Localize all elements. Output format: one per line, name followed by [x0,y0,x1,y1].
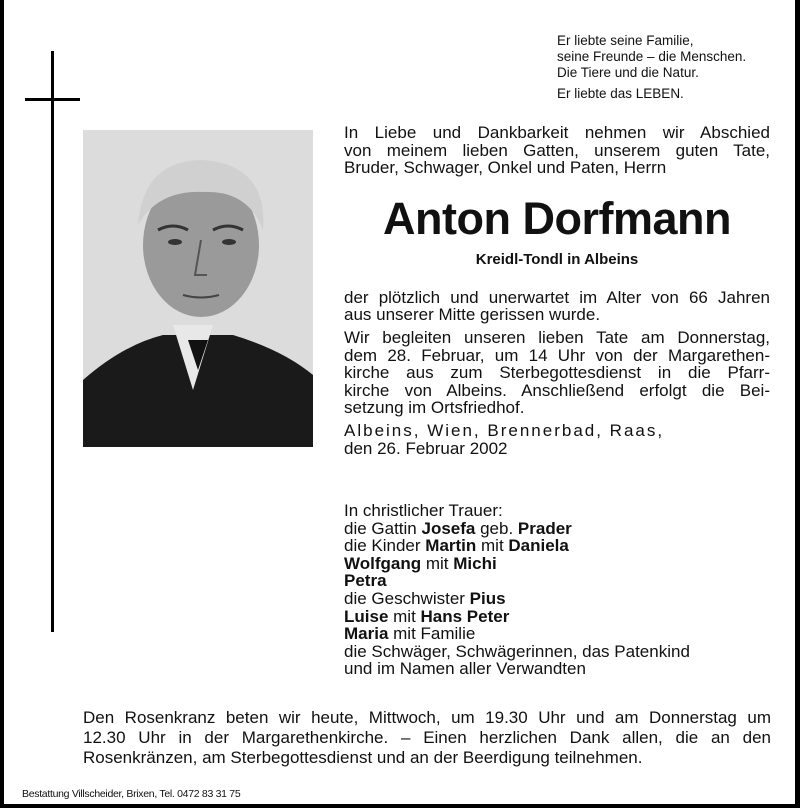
mourner-text: und im Namen aller Verwandten [344,659,586,679]
mourner-name: Hans Peter [420,606,510,626]
text-line: kirche aus zum Sterbegottesdienst in die Pfarr- [344,363,770,383]
main-text [344,124,770,457]
text-line: 12.30 Uhr in der Margarethenkirche. – Einen herzlichen Dank allen, die an den [83,728,771,747]
mourner-text: die Schwäger, Schwägerinnen, das Patenkind [344,641,690,661]
mourner-name: Michi [453,553,497,573]
place-date [344,422,770,457]
motto-line: Die Tiere und die Natur. [557,65,699,80]
mourner-name: Petra [344,571,387,591]
deceased-name: Anton Dorfmann [383,192,731,244]
cross-icon-bar [25,98,80,101]
mourners-list [344,502,690,678]
text-line: kirche von Albeins. Anschließend erfolgt die Bei- [344,380,770,400]
text-line: aus unserer Mitte gerissen wurde. [344,305,601,325]
rosary-paragraph [83,708,771,768]
mourner-line [344,590,690,608]
mourner-line [344,537,690,555]
portrait-photo [83,130,313,447]
text-line: setzung im Ortsfriedhof. [344,398,525,418]
mourner-text: mit [388,606,421,626]
text-line: dem 28. Februar, um 14 Uhr von der Margarethen- [344,345,770,365]
mourner-text: mit [476,536,509,556]
mourner-line [344,520,690,538]
mourner-text: geb. [475,518,518,538]
funeral-paragraph [344,329,770,417]
intro-line: In Liebe und Dankbarkeit nehmen wir Abschied [344,123,770,142]
text-line: Den Rosenkranz beten wir heute, Mittwoch, um 19.30 Uhr und am Donnerstag um [83,708,771,727]
places: Albeins, Wien, Brennerbad, Raas, [344,420,665,440]
cross-icon [51,51,54,632]
mourner-name: Daniela [508,536,569,556]
mourner-name: Prader [517,518,572,538]
mourner-line [344,555,690,573]
mourner-name: Josefa [421,518,476,538]
mourner-name: Pius [469,588,506,608]
text-line: Rosenkränzen, am Sterbegottesdienst und an der Beerdigung teilnehmen. [83,748,643,767]
mourner-line [344,625,690,643]
mourner-line [344,660,690,678]
death-paragraph [344,289,770,324]
motto-closing: Er liebte das LEBEN. [557,86,684,101]
motto [557,33,746,102]
mourner-text: mit Familie [388,624,476,644]
intro-line: von meinem lieben Gatten, unserem guten Tate, [344,140,770,160]
house-name: Kreidl-Tondl in Albeins [475,250,639,268]
mourner-line [344,643,690,661]
mourner-text: mit [421,553,454,573]
mourner-line [344,572,690,590]
motto-line: Er liebte seine Familie, [557,33,694,48]
mourner-name: Martin [425,536,477,556]
mourner-line [344,608,690,626]
intro-line: Bruder, Schwager, Onkel und Paten, Herrn [344,158,667,178]
mourner-text: die Geschwister [344,588,470,608]
mourners-heading: In christlicher Trauer: [344,501,503,520]
motto-line: seine Freunde – die Menschen. [557,49,747,64]
funeral-home-footer: Bestattung Villscheider, Brixen, Tel. 0472 83 31 75 [22,788,241,800]
mourner-name: Wolfgang [344,553,422,573]
mourner-name: Luise [344,606,389,626]
date: den 26. Februar 2002 [344,438,508,458]
mourner-name: Maria [344,624,389,644]
mourner-text: die Gattin [344,518,422,538]
text-line: der plötzlich und unerwartet im Alter von 66 Jahren [344,287,770,307]
text-line: Wir begleiten unseren lieben Tate am Donnerstag, [344,327,770,347]
mourner-text: die Kinder [344,536,426,556]
